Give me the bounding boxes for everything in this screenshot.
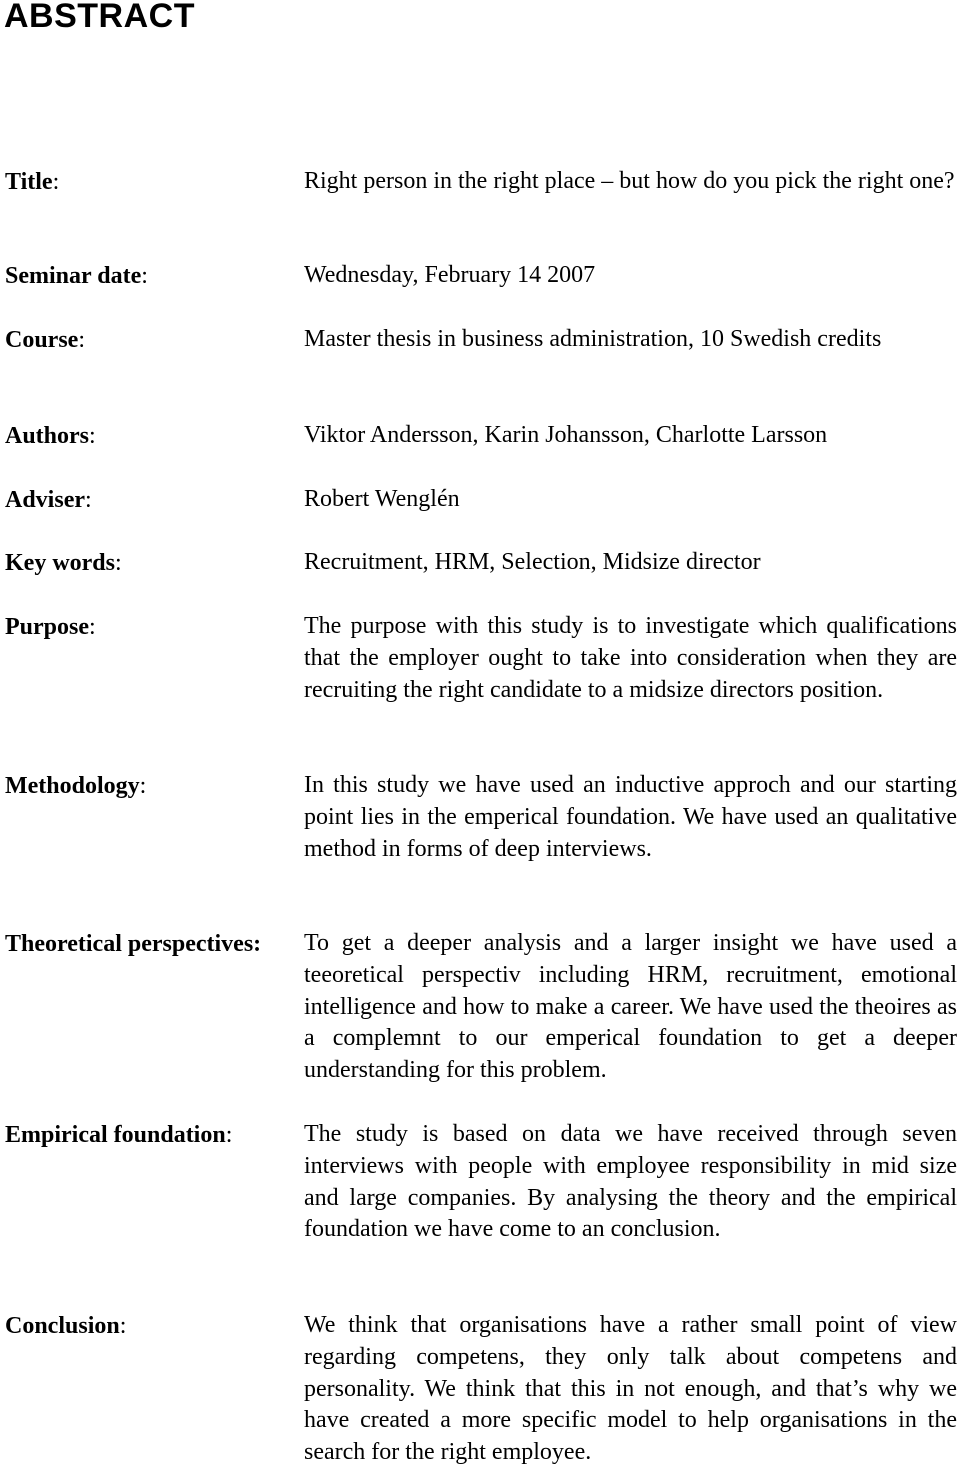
adviser-label-colon: : bbox=[85, 487, 92, 513]
adviser-value: Robert Wenglén bbox=[304, 486, 460, 512]
seminar-date-value: Wednesday, February 14 2007 bbox=[304, 262, 596, 288]
seminar-date-label bbox=[5, 260, 148, 292]
purpose-label-colon: : bbox=[89, 614, 96, 640]
course-value: Master thesis in business administration, 10 Swedish credits bbox=[304, 326, 882, 352]
key-words-value: Recruitment, HRM, Selection, Midsize director bbox=[304, 549, 761, 575]
theoretical-perspectives-label bbox=[5, 928, 261, 960]
empirical-foundation-label-colon: : bbox=[225, 1122, 233, 1148]
key-words-label-text: Key words bbox=[5, 550, 115, 576]
purpose-label bbox=[5, 611, 96, 643]
course-label-text: Course bbox=[5, 327, 79, 353]
title-label-colon: : bbox=[52, 169, 60, 195]
adviser-label-text: Adviser bbox=[5, 487, 85, 513]
empirical-foundation-label-text: Empirical foundation bbox=[5, 1122, 226, 1148]
key-words-label bbox=[5, 547, 122, 579]
methodology-label bbox=[5, 770, 146, 802]
page-heading: ABSTRACT bbox=[4, 0, 195, 35]
authors-label-colon: : bbox=[89, 423, 96, 449]
conclusion-label-text: Conclusion bbox=[5, 1313, 120, 1339]
authors-label-text: Authors bbox=[5, 423, 90, 449]
empirical-foundation-label bbox=[5, 1119, 232, 1151]
empirical-foundation-value: The study is based on data we have received through seven interviews with people with employee responsibility in mid size and large companies. By analysing the theory and the empirical foundation we have come to an conclusion. bbox=[304, 1121, 957, 1243]
adviser-label bbox=[5, 484, 92, 516]
methodology-label-colon: : bbox=[139, 773, 147, 799]
authors-value: Viktor Andersson, Karin Johansson, Charlotte Larsson bbox=[304, 422, 828, 448]
title-label bbox=[5, 166, 59, 198]
course-label bbox=[5, 324, 85, 356]
conclusion-label-colon: : bbox=[119, 1313, 127, 1339]
title-value: Right person in the right place – but how do you pick the right one? bbox=[304, 168, 955, 194]
seminar-date-label-colon: : bbox=[141, 263, 148, 289]
key-words-label-colon: : bbox=[115, 550, 122, 576]
methodology-value: In this study we have used an inductive approch and our starting point lies in the emperical foundation. We have used an qualitative method in forms of deep interviews. bbox=[304, 772, 957, 862]
authors-label bbox=[5, 420, 96, 452]
conclusion-label bbox=[5, 1310, 126, 1342]
course-label-colon: : bbox=[78, 327, 85, 353]
methodology-label-text: Methodology bbox=[5, 773, 140, 799]
seminar-date-label-text: Seminar date bbox=[5, 263, 142, 289]
theoretical-perspectives-label-text: Theoretical perspectives: bbox=[5, 931, 262, 957]
purpose-label-text: Purpose bbox=[5, 614, 89, 640]
title-label-text: Title bbox=[5, 169, 53, 195]
theoretical-perspectives-value: To get a deeper analysis and a larger insight we have used a teeoretical perspectiv including HRM, recruitment, emotional intelligence and how to make a career. We have used the theoires as a complemnt to our emperical foundation to get a deeper understanding for this problem. bbox=[304, 930, 957, 1084]
purpose-value: The purpose with this study is to investigate which qualifications that the employer ought to take into consideration when they are recruiting the right candidate to a midsize directors position. bbox=[304, 613, 957, 703]
conclusion-value: We think that organisations have a rather small point of view regarding competens, they only talk about competens and personality. We think that this in not enough, and that’s why we have created a more specific model to help organisations in the search for the right employee. bbox=[304, 1312, 957, 1466]
